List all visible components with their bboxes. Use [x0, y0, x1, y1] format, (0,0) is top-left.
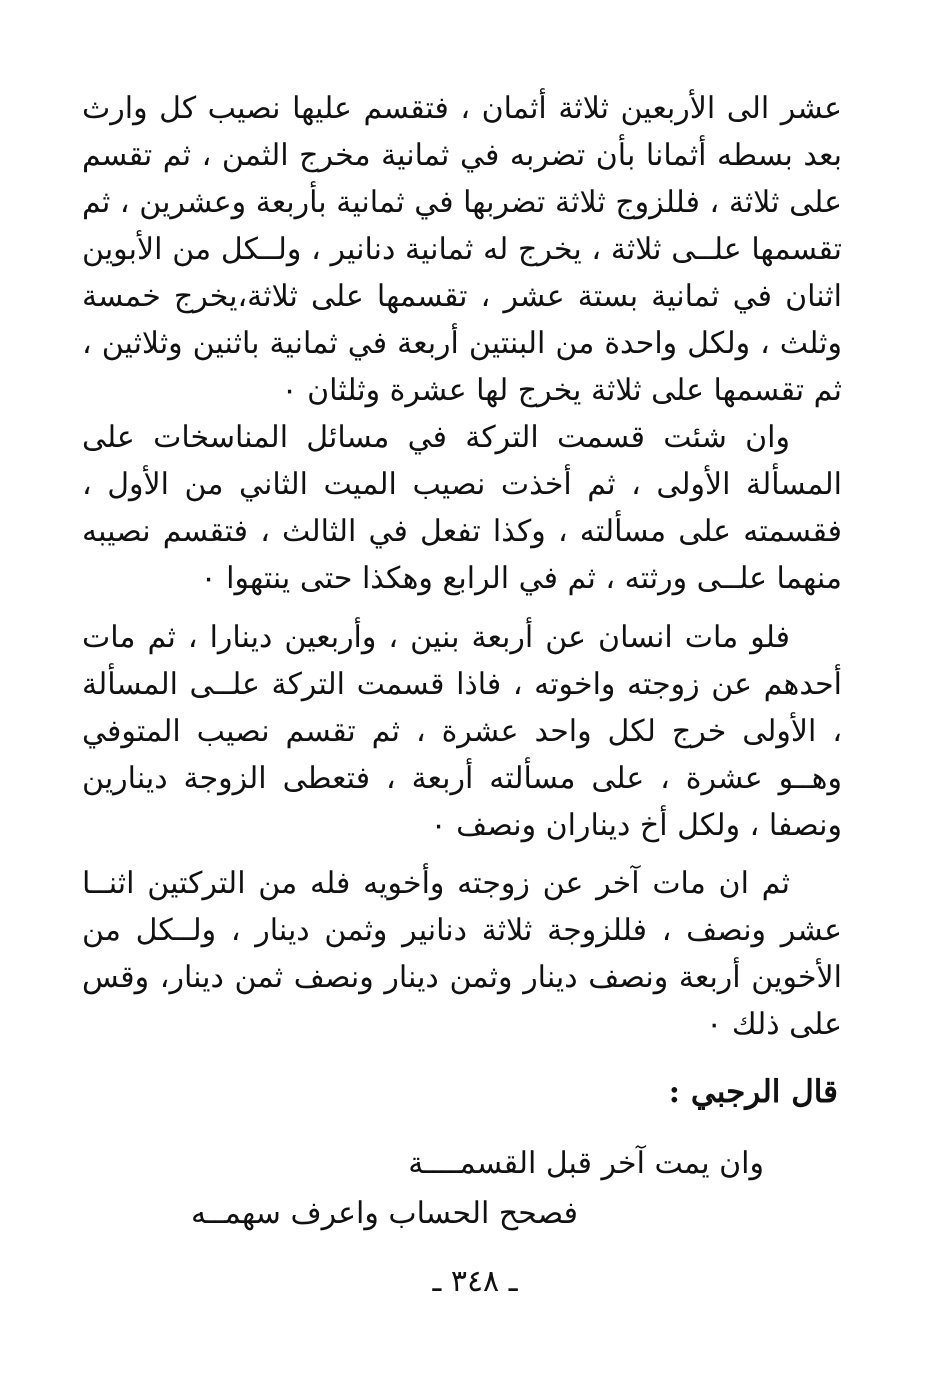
- paragraph-3: فلو مات انسان عن أربعة بنين ، وأربعين دينارا ، ثم مات أحدهم عن زوجته واخوته ، فاذا قسمت التركة علــى المسألة ، الأولى خرج لكل واحد عشرة ، ثم تقسم نصيب المتوفي وهــو عشرة ، على مسألته أربعة ، فتعطى الزوجة دينارين ونصفا ، ولكل أخ ديناران ونصف ٠: [82, 620, 842, 843]
- verse-line-1: وان يمت آخر قبل القسمــــة: [408, 1146, 764, 1181]
- paragraph-4: ثم ان مات آخر عن زوجته وأخويه فله من التركتين اثنــا عشر ونصف ، فللزوجة ثلاثة دنانير وثمن دينار ، ولــكل من الأخوين أربعة ونصف دينار وثمن دينار ونصف ثمن دينار، وقس على ذلك ٠: [82, 866, 842, 1042]
- verse-line-2: فصحح الحساب واعرف سهمــه: [190, 1196, 578, 1231]
- page-number: ـ ٣٤٨ ـ: [432, 1264, 518, 1299]
- paragraph-2: وان شئت قسمت التركة في مسائل المناسخات على المسألة الأولى ، ثم أخذت نصيب الميت الثاني من الأول ، فقسمته على مسألته ، وكذا تفعل في الثالث ، فتقسم نصيبه منهما علــى ورثته ، ثم في الرابع وهكذا حتى ينتهوا ٠: [82, 420, 842, 596]
- paragraph-1: عشر الى الأربعين ثلاثة أثمان ، فتقسم عليها نصيب كل وارث بعد بسطه أثمانا بأن تضربه في ثمانية مخرج الثمن ، ثم تقسم على ثلاثة ، فللزوج ثلاثة تضربها في ثمانية بأربعة وعشرين ، ثم تقسمها علــى ثلاثة ، يخرج له ثمانية دنانير ، ولــكل من الأبوين اثنان في ثمانية بستة عشر ، تقسمها على ثلاثة،يخرج خمسة وثلث ، ولكل واحدة من البنتين أربعة في ثمانية باثنين وثلاثين ، ثم تقسمها على ثلاثة يخرج لها عشرة وثلثان ٠: [82, 91, 842, 408]
- speaker-heading: قال الرجبي :: [668, 1074, 838, 1110]
